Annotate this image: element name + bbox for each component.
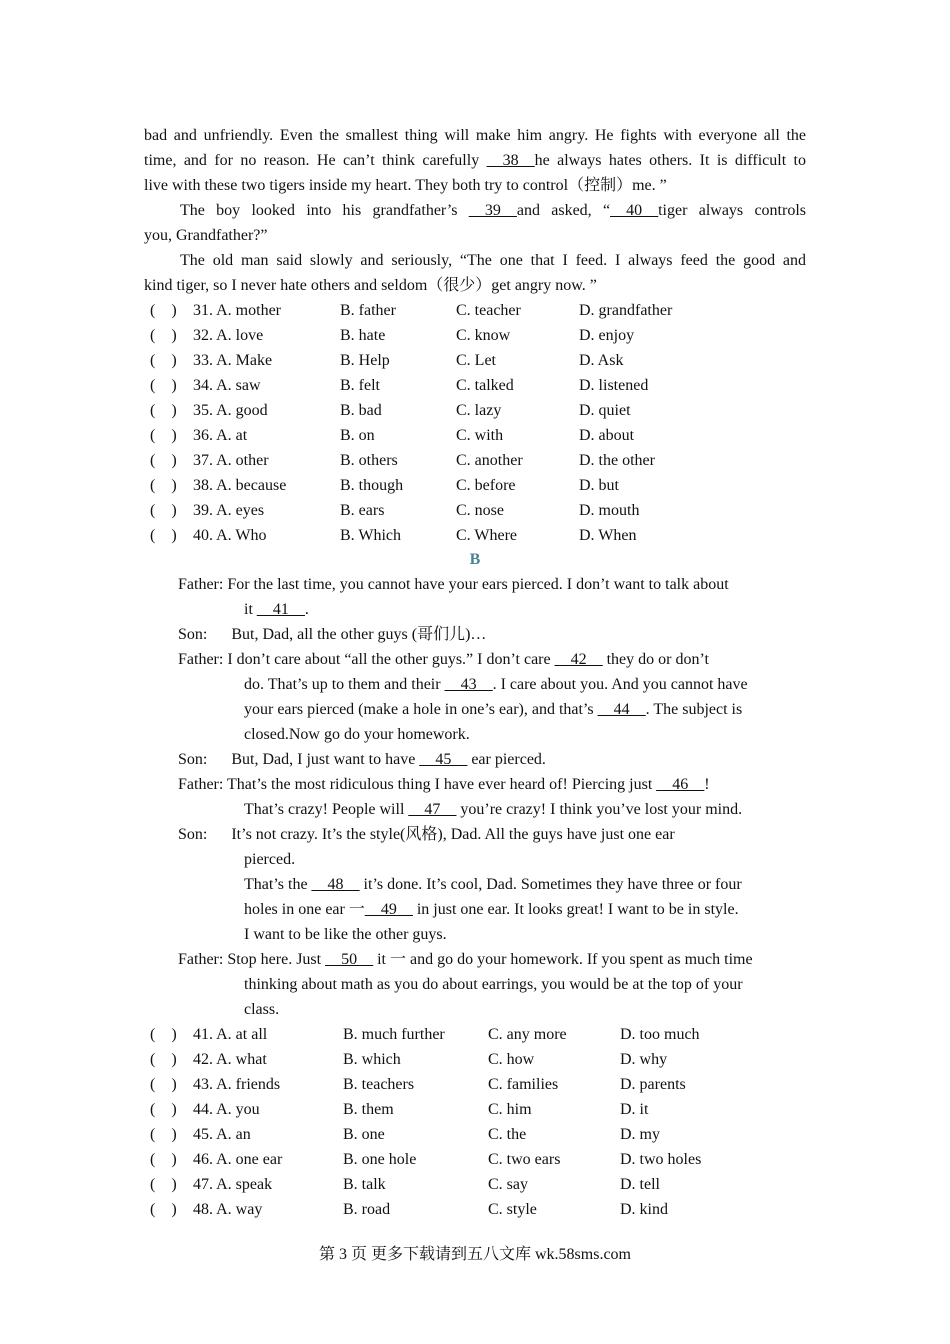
text-segment: The boy looked into his grandfather’s bbox=[180, 202, 469, 219]
option-a: 43. A. friends bbox=[193, 1076, 281, 1093]
answer-blank: __45__ bbox=[419, 751, 468, 768]
answer-bracket: ( ) bbox=[150, 1126, 177, 1143]
answer-blank: __40__ bbox=[610, 202, 659, 219]
text-segment: do. That’s up to them and their bbox=[244, 676, 445, 693]
text-segment: it’s done. It’s cool, Dad. Sometimes they have three or four bbox=[359, 876, 742, 893]
dialogue-line bbox=[244, 799, 742, 821]
option-b: B. felt bbox=[340, 377, 380, 394]
question-row bbox=[0, 1149, 950, 1171]
question-row bbox=[0, 1099, 950, 1121]
text-segment: holes in one ear 一 bbox=[244, 901, 365, 918]
option-b: B. father bbox=[340, 302, 396, 319]
answer-bracket: ( ) bbox=[150, 1151, 177, 1168]
answer-blank: __38__ bbox=[486, 152, 535, 169]
option-a: 34. A. saw bbox=[193, 377, 261, 394]
dialogue-line bbox=[244, 699, 742, 721]
dialogue-line bbox=[244, 724, 470, 746]
answer-bracket: ( ) bbox=[150, 302, 177, 319]
option-c: C. the bbox=[488, 1126, 527, 1143]
dialogue-line bbox=[244, 599, 309, 621]
option-a: 38. A. because bbox=[193, 477, 287, 494]
option-c: C. with bbox=[456, 427, 504, 444]
question-row bbox=[0, 375, 950, 397]
option-c: C. any more bbox=[488, 1026, 567, 1043]
option-d: D. but bbox=[579, 477, 619, 494]
answer-bracket: ( ) bbox=[150, 1101, 177, 1118]
dialogue-line bbox=[244, 974, 743, 996]
question-row bbox=[0, 1049, 950, 1071]
passage-line bbox=[144, 125, 806, 147]
answer-blank: __46__ bbox=[656, 776, 705, 793]
option-a: 40. A. Who bbox=[193, 527, 267, 544]
text-segment: it 一 and go do your homework. If you spent as much time bbox=[373, 951, 753, 968]
option-c: C. know bbox=[456, 327, 511, 344]
option-d: D. listened bbox=[579, 377, 649, 394]
text-segment: Father: Stop here. Just bbox=[178, 951, 326, 968]
dialogue-line bbox=[178, 774, 710, 796]
answer-blank: __43__ bbox=[444, 676, 493, 693]
question-row bbox=[0, 1199, 950, 1221]
option-c: C. another bbox=[456, 452, 523, 469]
answer-bracket: ( ) bbox=[150, 1201, 177, 1218]
question-row bbox=[0, 400, 950, 422]
option-a: 39. A. eyes bbox=[193, 502, 265, 519]
answer-bracket: ( ) bbox=[150, 527, 177, 544]
dialogue-line bbox=[244, 674, 748, 696]
question-row bbox=[0, 1174, 950, 1196]
dialogue-line bbox=[178, 649, 709, 671]
option-b: B. which bbox=[343, 1051, 401, 1068]
option-d: D. grandfather bbox=[579, 302, 673, 319]
option-c: C. style bbox=[488, 1201, 537, 1218]
text-segment: time, and for no reason. He can’t think carefully bbox=[144, 152, 487, 169]
option-c: C. families bbox=[488, 1076, 559, 1093]
text-segment: That’s crazy! People will bbox=[244, 801, 409, 818]
dialogue-line bbox=[244, 924, 447, 946]
passage-line bbox=[144, 150, 806, 172]
answer-bracket: ( ) bbox=[150, 1026, 177, 1043]
option-a: 45. A. an bbox=[193, 1126, 251, 1143]
text-segment: class. bbox=[244, 1001, 280, 1018]
text-segment: and asked, “ bbox=[516, 202, 611, 219]
option-a: 33. A. Make bbox=[193, 352, 273, 369]
section-b-heading: B bbox=[469, 551, 481, 568]
text-segment: they do or don’t bbox=[602, 651, 709, 668]
text-segment: I want to be like the other guys. bbox=[244, 926, 447, 943]
option-b: B. road bbox=[343, 1201, 391, 1218]
dialogue-line bbox=[178, 749, 546, 771]
text-segment: it bbox=[244, 601, 257, 618]
question-row bbox=[0, 325, 950, 347]
answer-blank: __39__ bbox=[468, 202, 517, 219]
option-b: B. one bbox=[343, 1126, 385, 1143]
question-row bbox=[0, 350, 950, 372]
option-b: B. Help bbox=[340, 352, 390, 369]
question-row bbox=[0, 500, 950, 522]
answer-blank: __49__ bbox=[364, 901, 413, 918]
option-c: C. Where bbox=[456, 527, 518, 544]
option-b: B. others bbox=[340, 452, 398, 469]
option-c: C. talked bbox=[456, 377, 514, 394]
option-b: B. one hole bbox=[343, 1151, 417, 1168]
text-segment: Son: But, Dad, all the other guys (哥们儿)… bbox=[178, 626, 487, 643]
question-row bbox=[0, 450, 950, 472]
question-row bbox=[0, 425, 950, 447]
answer-bracket: ( ) bbox=[150, 1051, 177, 1068]
text-segment: Father: I don’t care about “all the other guys.” I don’t care bbox=[178, 651, 555, 668]
option-c: C. Let bbox=[456, 352, 496, 369]
option-c: C. lazy bbox=[456, 402, 502, 419]
answer-bracket: ( ) bbox=[150, 502, 177, 519]
dialogue-line bbox=[178, 824, 675, 846]
option-b: B. teachers bbox=[343, 1076, 415, 1093]
option-c: C. how bbox=[488, 1051, 535, 1068]
option-a: 44. A. you bbox=[193, 1101, 260, 1118]
text-segment: That’s the bbox=[244, 876, 312, 893]
text-segment: your ears pierced (make a hole in one’s ear), and that’s bbox=[244, 701, 598, 718]
option-d: D. two holes bbox=[620, 1151, 702, 1168]
answer-bracket: ( ) bbox=[150, 352, 177, 369]
answer-blank: __41__ bbox=[256, 601, 305, 618]
text-segment: ear pierced. bbox=[467, 751, 546, 768]
text-segment: you, Grandfather?” bbox=[144, 227, 268, 244]
option-d: D. my bbox=[620, 1126, 660, 1143]
text-segment: . bbox=[304, 601, 309, 618]
answer-bracket: ( ) bbox=[150, 1176, 177, 1193]
text-segment: kind tiger, so I never hate others and seldom（很少）get angry now. ” bbox=[144, 277, 597, 294]
text-segment: Son: But, Dad, I just want to have bbox=[178, 751, 420, 768]
option-b: B. though bbox=[340, 477, 404, 494]
answer-bracket: ( ) bbox=[150, 452, 177, 469]
passage-line bbox=[144, 275, 806, 297]
passage-line bbox=[144, 175, 806, 197]
answer-blank: __50__ bbox=[325, 951, 374, 968]
option-c: C. before bbox=[456, 477, 516, 494]
option-d: D. When bbox=[579, 527, 637, 544]
option-d: D. tell bbox=[620, 1176, 660, 1193]
question-row bbox=[0, 1024, 950, 1046]
option-d: D. about bbox=[579, 427, 635, 444]
option-a: 35. A. good bbox=[193, 402, 268, 419]
option-b: B. hate bbox=[340, 327, 386, 344]
text-segment: bad and unfriendly. Even the smallest thing will make him angry. He fights with everyone all the bbox=[144, 127, 806, 144]
option-c: C. him bbox=[488, 1101, 532, 1118]
option-b: B. them bbox=[343, 1101, 394, 1118]
option-a: 41. A. at all bbox=[193, 1026, 268, 1043]
option-c: C. teacher bbox=[456, 302, 521, 319]
text-segment: he always hates others. It is difficult to bbox=[534, 152, 806, 169]
dialogue-line bbox=[244, 849, 295, 871]
option-d: D. parents bbox=[620, 1076, 686, 1093]
option-a: 32. A. love bbox=[193, 327, 264, 344]
option-b: B. much further bbox=[343, 1026, 445, 1043]
option-b: B. Which bbox=[340, 527, 402, 544]
text-segment: tiger always controls bbox=[658, 202, 807, 219]
answer-blank: __42__ bbox=[554, 651, 603, 668]
answer-blank: __44__ bbox=[597, 701, 646, 718]
option-d: D. the other bbox=[579, 452, 655, 469]
option-a: 46. A. one ear bbox=[193, 1151, 283, 1168]
text-segment: Son: It’s not crazy. It’s the style(风格), Dad. All the guys have just one ear bbox=[178, 826, 675, 843]
text-segment: The old man said slowly and seriously, “The one that I feed. I always feed the good and bbox=[180, 252, 806, 269]
question-row bbox=[0, 300, 950, 322]
option-b: B. on bbox=[340, 427, 375, 444]
text-segment: Father: For the last time, you cannot have your ears pierced. I don’t want to talk about bbox=[178, 576, 729, 593]
question-row bbox=[0, 525, 950, 547]
text-segment: closed.Now go do your homework. bbox=[244, 726, 470, 743]
text-segment: . The subject is bbox=[645, 701, 743, 718]
option-c: C. nose bbox=[456, 502, 504, 519]
text-segment: you’re crazy! I think you’ve lost your mind. bbox=[456, 801, 743, 818]
passage-line bbox=[180, 250, 806, 272]
question-row bbox=[0, 475, 950, 497]
text-segment: live with these two tigers inside my heart. They both try to control（控制）me. ” bbox=[144, 177, 667, 194]
text-segment: pierced. bbox=[244, 851, 296, 868]
option-d: D. mouth bbox=[579, 502, 640, 519]
dialogue-line bbox=[178, 949, 753, 971]
option-a: 37. A. other bbox=[193, 452, 269, 469]
dialogue-line bbox=[244, 999, 279, 1021]
answer-bracket: ( ) bbox=[150, 377, 177, 394]
option-d: D. Ask bbox=[579, 352, 624, 369]
dialogue-line bbox=[244, 899, 739, 921]
answer-blank: __47__ bbox=[408, 801, 457, 818]
option-a: 48. A. way bbox=[193, 1201, 263, 1218]
question-row bbox=[0, 1124, 950, 1146]
dialogue-line bbox=[244, 874, 742, 896]
answer-bracket: ( ) bbox=[150, 1076, 177, 1093]
option-c: C. two ears bbox=[488, 1151, 561, 1168]
option-d: D. enjoy bbox=[579, 327, 635, 344]
passage-line bbox=[144, 225, 806, 247]
text-segment: in just one ear. It looks great! I want to be in style. bbox=[412, 901, 739, 918]
answer-bracket: ( ) bbox=[150, 427, 177, 444]
text-segment: ! bbox=[704, 776, 710, 793]
option-d: D. kind bbox=[620, 1201, 668, 1218]
option-c: C. say bbox=[488, 1176, 528, 1193]
option-a: 47. A. speak bbox=[193, 1176, 273, 1193]
option-d: D. it bbox=[620, 1101, 649, 1118]
answer-blank: __48__ bbox=[311, 876, 360, 893]
option-b: B. talk bbox=[343, 1176, 386, 1193]
option-a: 42. A. what bbox=[193, 1051, 267, 1068]
answer-bracket: ( ) bbox=[150, 327, 177, 344]
passage-line bbox=[180, 200, 806, 222]
option-d: D. too much bbox=[620, 1026, 700, 1043]
question-row bbox=[0, 1074, 950, 1096]
option-b: B. ears bbox=[340, 502, 385, 519]
page-footer: 第 3 页 更多下载请到五八文库 wk.58sms.com bbox=[318, 1246, 631, 1263]
option-d: D. why bbox=[620, 1051, 668, 1068]
option-b: B. bad bbox=[340, 402, 382, 419]
dialogue-line bbox=[178, 624, 486, 646]
text-segment: Father: That’s the most ridiculous thing I have ever heard of! Piercing just bbox=[178, 776, 657, 793]
dialogue-line bbox=[178, 574, 729, 596]
text-segment: . I care about you. And you cannot have bbox=[492, 676, 748, 693]
answer-bracket: ( ) bbox=[150, 402, 177, 419]
text-segment: thinking about math as you do about earrings, you would be at the top of your bbox=[244, 976, 743, 993]
option-a: 36. A. at bbox=[193, 427, 248, 444]
answer-bracket: ( ) bbox=[150, 477, 177, 494]
option-d: D. quiet bbox=[579, 402, 631, 419]
option-a: 31. A. mother bbox=[193, 302, 281, 319]
